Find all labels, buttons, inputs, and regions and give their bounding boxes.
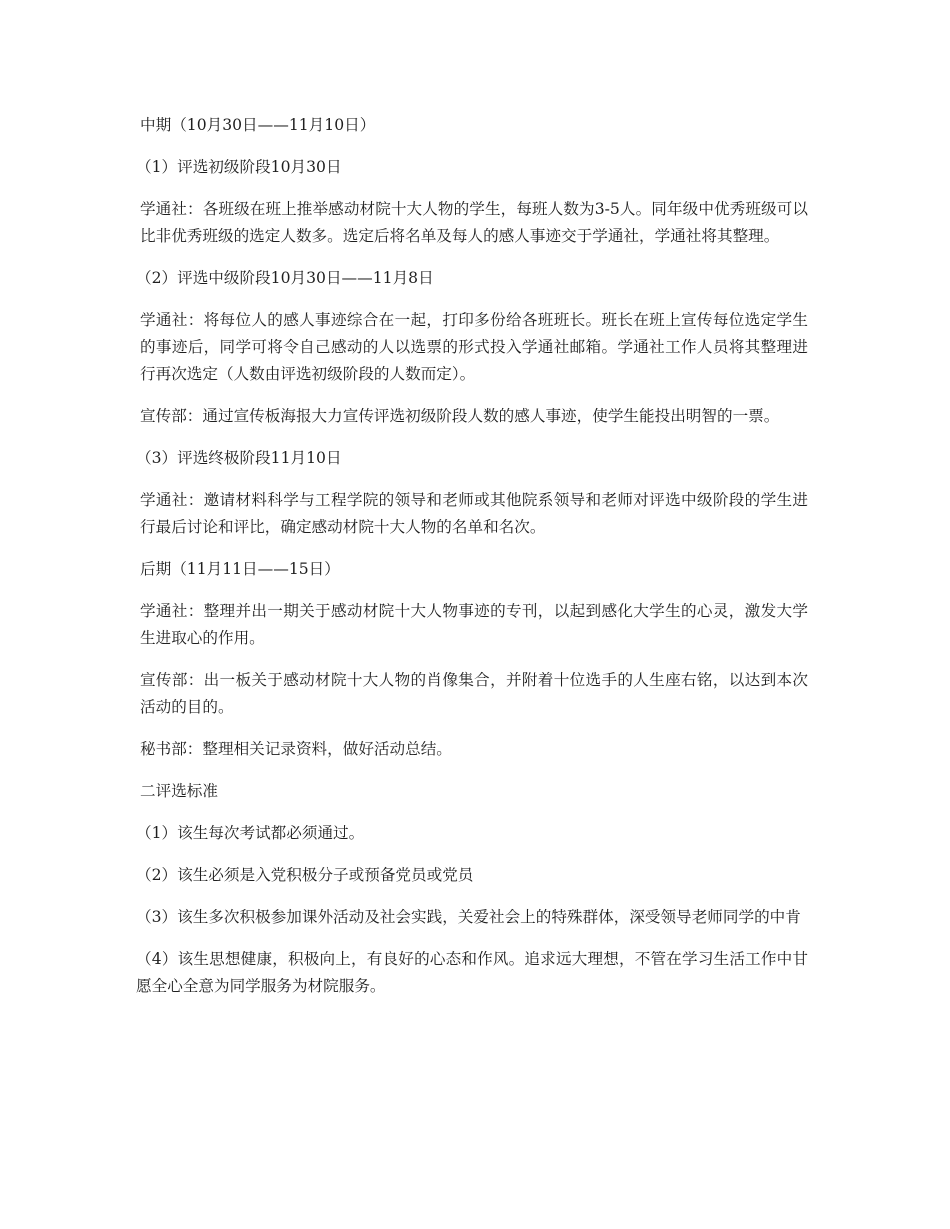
paragraph-late-secretariat: 秘书部：整理相关记录资料，做好活动总结。 xyxy=(140,740,452,758)
paragraph-late-xuetongshe: 学通社：整理并出一期关于感动材院十大人物事迹的专刊，以起到感化大学生的心灵，激发大学生进取心的作用。 xyxy=(140,602,808,647)
section-heading-late-phase: 后期（11月11日——15日） xyxy=(140,560,340,578)
section-heading-middle-phase: 中期（10月30日——11月10日） xyxy=(140,116,376,134)
step-primary-selection: （1）评选初级阶段10月30日 xyxy=(136,158,342,176)
paragraph-intermediate-publicity: 宣传部：通过宣传板海报大力宣传评选初级阶段人数的感人事迹，使学生能投出明智的一票。 xyxy=(140,407,780,425)
paragraph-primary-xuetongshe: 学通社：各班级在班上推举感动材院十大人物的学生，每班人数为3-5人。同年级中优秀班级可以比非优秀班级的选定人数多。选定后将名单及每人的感人事迹交于学通社，学通社将其整理。 xyxy=(140,200,808,245)
criterion-3: （3）该生多次积极参加课外活动及社会实践，关爱社会上的特殊群体，深受领导老师同学的中肯 xyxy=(136,908,801,926)
step-intermediate-selection: （2）评选中级阶段10月30日——11月8日 xyxy=(136,269,434,287)
criterion-1: （1）该生每次考试都必须通过。 xyxy=(136,824,365,842)
paragraph-late-publicity: 宣传部：出一板关于感动材院十大人物的肖像集合，并附着十位选手的人生座右铭，以达到本次活动的目的。 xyxy=(140,671,808,716)
paragraph-final-xuetongshe: 学通社：邀请材料科学与工程学院的领导和老师或其他院系领导和老师对评选中级阶段的学生进行最后讨论和评比，确定感动材院十大人物的名单和名次。 xyxy=(140,491,808,536)
step-final-selection: （3）评选终极阶段11月10日 xyxy=(136,449,342,467)
criterion-4: （4）该生思想健康，积极向上，有良好的心态和作风。追求远大理想，不管在学习生活工作中甘愿全心全意为同学服务为材院服务。 xyxy=(136,950,808,995)
paragraph-intermediate-xuetongshe: 学通社：将每位人的感人事迹综合在一起，打印多份给各班班长。班长在班上宣传每位选定学生的事迹后，同学可将令自己感动的人以选票的形式投入学通社邮箱。学通社工作人员将其整理进行再次选定（人数由评选初级阶段的人数而定）。 xyxy=(140,311,808,383)
criterion-2: （2）该生必须是入党积极分子或预备党员或党员 xyxy=(136,866,474,884)
document-page xyxy=(136,112,808,1015)
section-heading-criteria: 二评选标准 xyxy=(140,782,218,800)
